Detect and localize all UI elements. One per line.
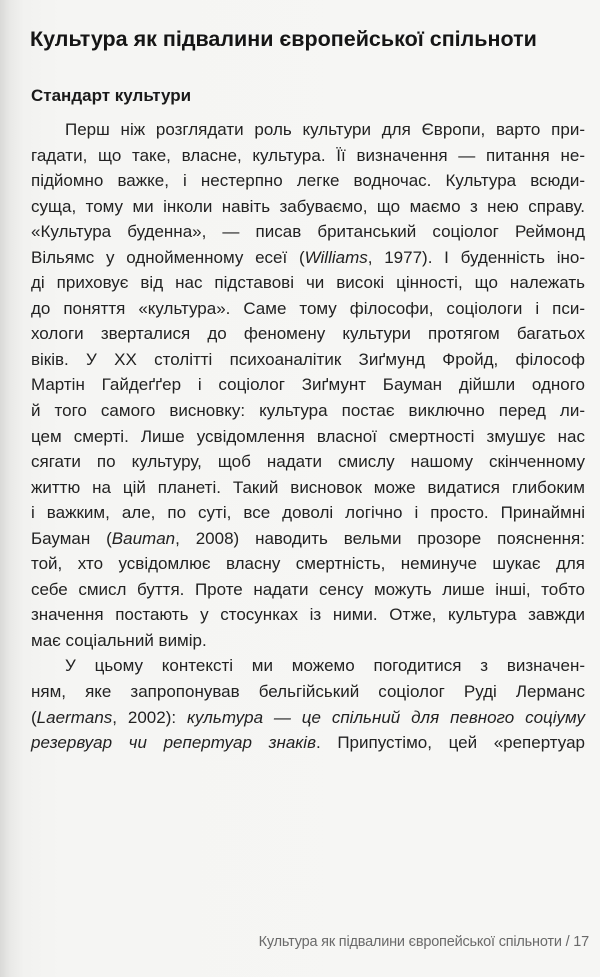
text-line: сягати по культуру, щоб надати смислу нашому скінченному xyxy=(31,452,585,472)
text-line: Мартін Гайдеґґер і соціолог Зиґмунт Бауман дійшли одного xyxy=(31,375,585,395)
text-line: ням, яке запропонував бельгійський соціолог Руді Лерманс xyxy=(31,682,585,702)
citation-author: Williams xyxy=(304,247,368,267)
text-line: резервуар чи репертуар знаків. Припустімо, цей «репертуар xyxy=(31,733,585,753)
text-line: (Laermans, 2002): культура — це спільний для певного соціуму xyxy=(31,707,585,727)
body-text xyxy=(31,117,585,756)
running-title: Культура як підвалини європейської спільноти xyxy=(258,934,562,950)
page-footer xyxy=(259,934,589,950)
page-number: 17 xyxy=(573,934,589,950)
text-line: має соціальний вимір. xyxy=(31,630,207,650)
text-line: Перш ніж розглядати роль культури для Європи, варто при- xyxy=(65,120,585,139)
text-line: і важким, але, по суті, все доволі логічно і просто. Принаймні xyxy=(31,503,585,523)
chapter-title: Культура як підвалини європейської спільноти xyxy=(30,27,537,51)
citation-author: Bauman xyxy=(111,528,176,548)
text-line: підйомно важке, і нестерпно легке водночас. Культура всюди- xyxy=(31,171,585,191)
text-line: гадати, що таке, власне, культура. Її визначення — питання не- xyxy=(31,145,585,165)
text-line: ді приховує від нас підставові чи високі цінності, що належать xyxy=(31,273,585,293)
text-line: «Культура буденна», — писав британський соціолог Реймонд xyxy=(31,222,585,242)
text-line: віків. У XX столітті психоаналітик Зиґмунд Фройд, філософ xyxy=(31,349,585,369)
footer-separator: / xyxy=(565,934,570,950)
text-line: хологи зверталися до феномену культури протягом багатьох xyxy=(31,324,585,344)
citation-author: Laermans xyxy=(36,707,113,727)
text-line: Бауман (Bauman, 2008) наводить вельми прозоре пояснення: xyxy=(31,528,585,548)
section-title: Стандарт культури xyxy=(31,86,192,105)
text-line: життю на цій планеті. Такий висновок може видатися глибоким xyxy=(31,477,585,497)
definition-text: культура — це спільний для певного соціуму xyxy=(186,707,585,727)
text-line: значення постають у стосунках із ними. Отже, культура завжди xyxy=(31,605,585,625)
definition-text: резервуар чи репертуар знаків xyxy=(31,733,316,753)
text-line: Вільямс у однойменному есеї (Williams, 1977). І буденність іно- xyxy=(31,247,585,267)
text-line: суща, тому ми інколи навіть забуваємо, що маємо з нею справу. xyxy=(31,196,585,216)
text-line: до поняття «культура». Саме тому філософи, соціологи і пси- xyxy=(31,298,585,318)
text-line: цем смерті. Лише усвідомлення власної смертності змушує нас xyxy=(31,426,585,446)
text-line: У цьому контексті ми можемо погодитися з визначен- xyxy=(65,656,585,676)
text-line: себе смисл буття. Проте надати сенсу можуть лише інші, тобто xyxy=(31,579,585,599)
text-line: той, хто усвідомлює власну смертність, неминуче шукає для xyxy=(31,554,585,574)
text-line: й того самого висновку: культура постає виключно перед ли- xyxy=(31,401,585,421)
